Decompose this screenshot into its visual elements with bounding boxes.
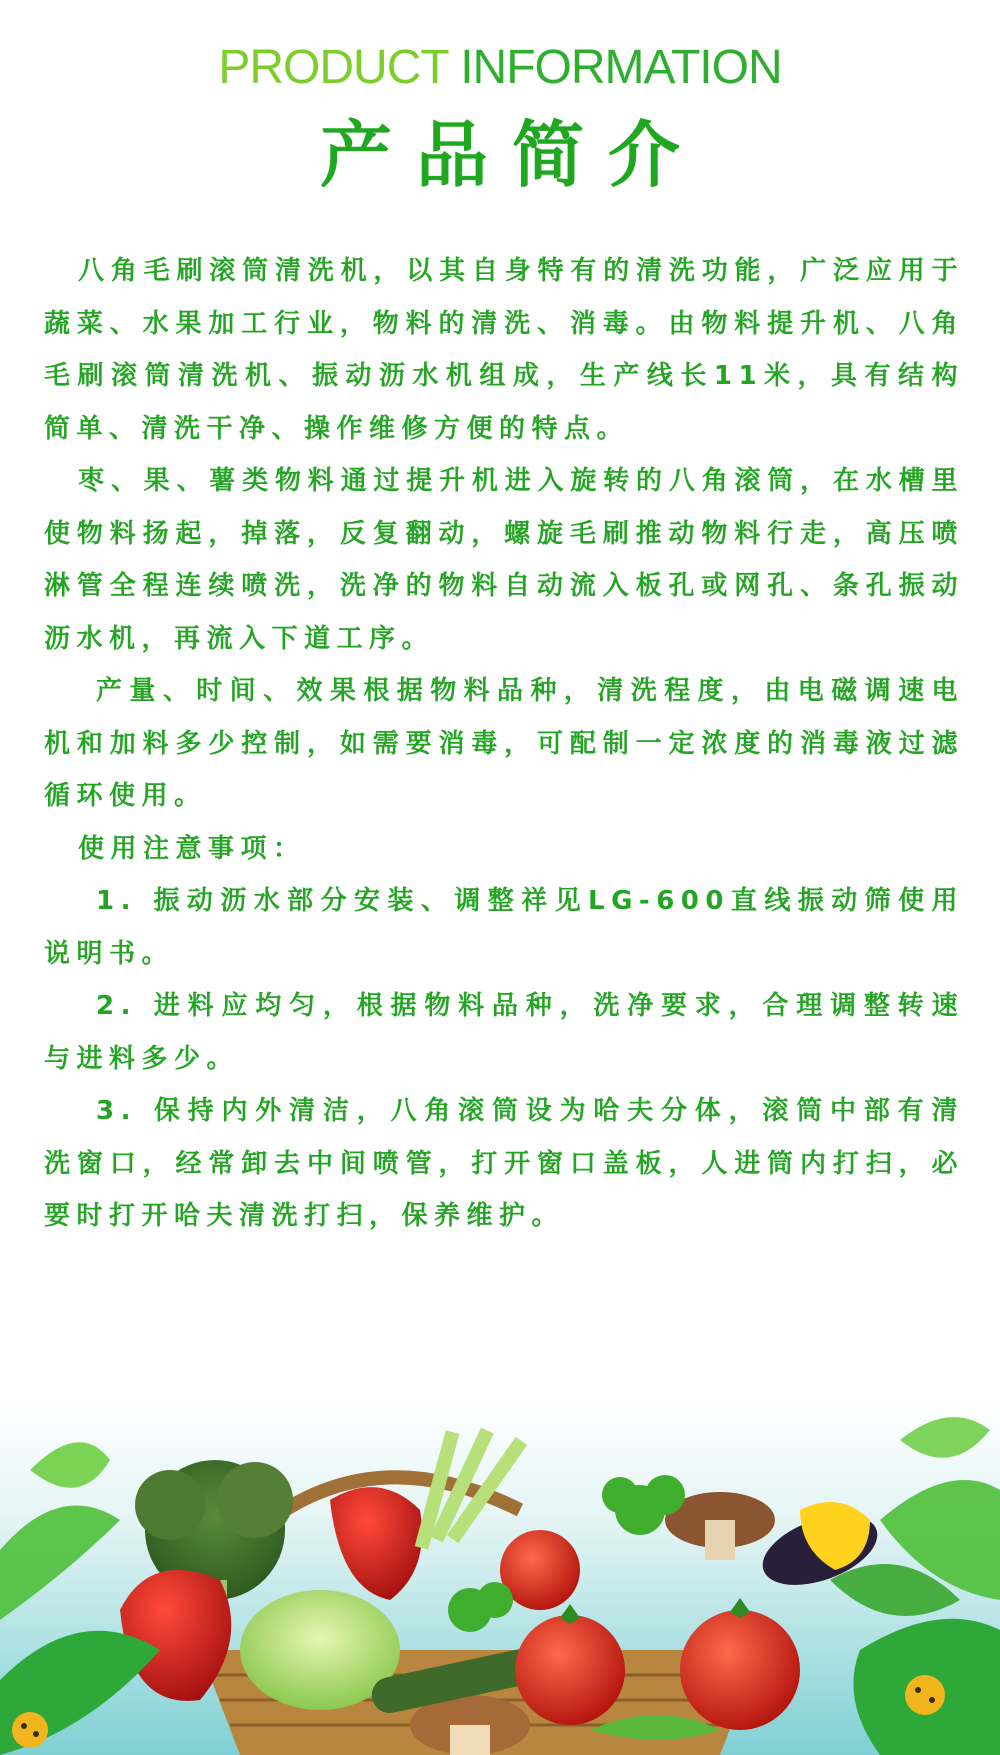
product-description xyxy=(44,245,964,1243)
title-en-word2: INFORMATION xyxy=(460,41,782,94)
note-item-1: 1. 振动沥水部分安装、调整祥见LG-600直线振动筛使用说明书。 xyxy=(44,886,964,969)
title-en-word1: PRODUCT xyxy=(218,41,448,94)
paragraph-intro: 八角毛刷滚筒清洗机，以其自身特有的清洗功能，广泛应用于蔬菜、水果加工行业，物料的清洗、消毒。由物料提升机、八角毛刷滚筒清洗机、振动沥水机组成，生产线长11米，具有结构简单、清洗干净、操作维修方便的特点。 xyxy=(44,256,964,444)
vegetable-illustration-svg xyxy=(0,1400,1000,1755)
notes-heading: 使用注意事项： xyxy=(78,833,306,864)
vegetable-basket-illustration xyxy=(0,1400,1000,1755)
header xyxy=(0,38,1000,200)
paragraph-control: 产量、时间、效果根据物料品种，清洗程度，由电磁调速电机和加料多少控制，如需要消毒，可配制一定浓度的消毒液过滤循环使用。 xyxy=(44,676,964,811)
ladybug-icon xyxy=(905,1675,945,1715)
paragraph-process: 枣、果、薯类物料通过提升机进入旋转的八角滚筒，在水槽里使物料扬起，掉落，反复翻动，螺旋毛刷推动物料行走，高压喷淋管全程连续喷洗，洗净的物料自动流入板孔或网孔、条孔振动沥水机，再流入下道工序。 xyxy=(44,466,964,654)
page-title-cn: 产品简介 xyxy=(319,113,704,197)
note-item-2: 2. 进料应均匀，根据物料品种，洗净要求，合理调整转速与进料多少。 xyxy=(44,991,964,1074)
ladybug-icon xyxy=(12,1712,48,1748)
page-title-en xyxy=(0,38,1000,98)
note-item-3: 3. 保持内外清洁，八角滚筒设为哈夫分体，滚筒中部有清洗窗口，经常卸去中间喷管，打开窗口盖板，人进筒内打扫，必要时打开哈夫清洗打扫，保养维护。 xyxy=(44,1096,964,1231)
